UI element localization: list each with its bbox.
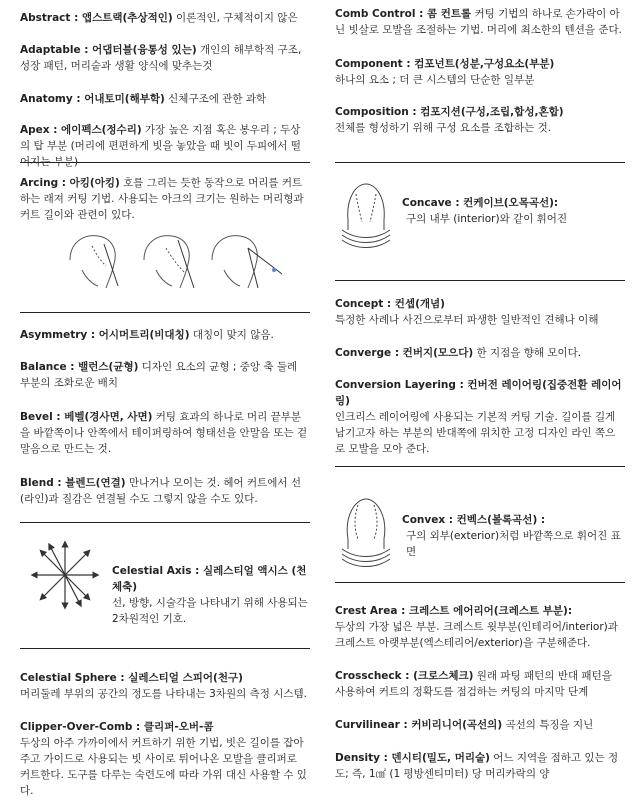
term-comb-control: Comb Control : 콤 컨트롤 bbox=[335, 8, 472, 20]
entry-clipper-over-comb bbox=[20, 719, 310, 799]
entry-crosscheck bbox=[335, 668, 625, 700]
term-blend: Blend : 블렌드(연결) bbox=[20, 477, 126, 489]
term-crest-area: Crest Area : 크레스트 에어리어(크레스트 부분): bbox=[335, 605, 573, 617]
divider bbox=[20, 648, 310, 649]
entry-conversion-layering bbox=[335, 377, 625, 457]
term-concave: Concave : 컨케이브(오목곡선): bbox=[402, 197, 559, 209]
term-density: Density : 덴시티(밀도, 머리숱) bbox=[335, 752, 490, 764]
def-convex: 구의 외부(exterior)처럼 바깥쪽으로 휘어진 표면 bbox=[406, 530, 621, 558]
celestial-axis-icon bbox=[30, 540, 100, 610]
head-sketch bbox=[212, 236, 282, 288]
entry-abstract bbox=[20, 10, 310, 26]
entry-arcing bbox=[20, 175, 310, 223]
def-curvilinear: 곡선의 특징을 지닌 bbox=[502, 719, 594, 731]
term-celestial-axis: Celestial Axis : 실레스티얼 액시스 (천체축) bbox=[112, 565, 307, 593]
term-adaptable: Adaptable : 어댑터블(융통성 있는) bbox=[20, 44, 197, 56]
def-balance: 디자인 요소의 균형 ; 중앙 축 둘레 부분의 조화로운 배치 bbox=[20, 361, 298, 389]
entry-adaptable bbox=[20, 42, 310, 74]
def-bevel: 커팅 효과의 하나로 머리 끝부분을 바깥쪽이나 안쪽에서 테이퍼링하여 형태선을 안말음 또는 겉말음으로 만드는 것. bbox=[20, 411, 308, 455]
entry-density bbox=[335, 750, 625, 782]
term-crosscheck: Crosscheck : (크로스체크) bbox=[335, 670, 474, 682]
entry-crest-area bbox=[335, 603, 625, 651]
term-component: Component : 컴포넌트(성분,구성요소(부분) bbox=[335, 58, 555, 70]
entry-bevel bbox=[20, 409, 310, 457]
entry-blend bbox=[20, 475, 310, 507]
entry-convex bbox=[402, 512, 627, 560]
def-density: 어느 지역을 점하고 있는 정도; 즉, 1㎠ (1 평방센티미터) 당 머리카락의 양 bbox=[335, 752, 619, 780]
def-crest-area: 두상의 가장 넓은 부분. 크레스트 윗부분(인테리어/interior)과 크레스트 아랫부분(엑스테리어/exterior)을 구분해준다. bbox=[335, 621, 618, 649]
def-apex: 가장 높은 지점 혹은 봉우리 ; 두상의 탑 부분 (머리에 편편하게 빗을 놓았을 때 빗이 두피에서 떨어지는 부분) bbox=[20, 124, 301, 168]
divider bbox=[335, 162, 625, 163]
entry-curvilinear bbox=[335, 717, 625, 733]
term-converge: Converge : 컨버지(모으다) bbox=[335, 347, 474, 359]
entry-anatomy bbox=[20, 91, 310, 107]
def-comb-control: 커팅 기법의 하나로 손가락이 아닌 빗살로 모발을 조절하는 기법. 머리에 최소한의 텐션을 준다. bbox=[335, 8, 622, 36]
divider bbox=[335, 280, 625, 281]
head-sketch bbox=[70, 236, 118, 288]
def-converge: 한 지점을 향해 모이다. bbox=[473, 347, 582, 359]
entry-component bbox=[335, 56, 625, 88]
concave-head-illustration bbox=[336, 180, 396, 250]
def-conversion-layering: 인크리스 레이어링에 사용되는 기본적 커팅 기술. 길이를 길게 남기고자 하는 부분의 반대쪽에 위치한 고정 디자인 라인 쪽으로 모발을 모아 준다. bbox=[335, 411, 616, 455]
term-balance: Balance : 밸런스(균형) bbox=[20, 361, 139, 373]
def-celestial-sphere: 머리둘레 부위의 공간의 정도를 나타내는 3차원의 측정 시스템. bbox=[20, 688, 307, 700]
divider bbox=[335, 582, 625, 583]
def-composition: 전체를 형성하기 위해 구성 요소를 조합하는 것. bbox=[335, 122, 552, 134]
divider bbox=[20, 312, 310, 313]
def-concept: 특정한 사례나 사건으로부터 파생한 일반적인 견해나 이해 bbox=[335, 314, 599, 326]
def-anatomy: 신체구조에 관한 과학 bbox=[164, 93, 267, 105]
term-conversion-layering: Conversion Layering : 컨버전 레이어링(집중전환 레이어링) bbox=[335, 379, 622, 407]
def-clipper-over-comb: 두상의 아주 가까이에서 커트하기 위한 기법, 빗은 길이를 잡아주고 가이드로 사용되는 빗 사이로 튀어나온 모발을 클리퍼로 커트한다. 도구를 다루는 숙련도에 따라 가위 대신 사용할 수 있다. bbox=[20, 737, 307, 797]
def-abstract: 이론적인, 구체적이지 않은 bbox=[172, 12, 298, 24]
entry-concave bbox=[402, 195, 627, 227]
entry-celestial-axis bbox=[112, 563, 312, 627]
term-clipper-over-comb: Clipper-Over-Comb : 클리퍼-오버-콤 bbox=[20, 721, 214, 733]
divider bbox=[20, 162, 310, 163]
entry-balance bbox=[20, 359, 310, 391]
def-crosscheck: 원래 파팅 패턴의 반대 패턴을 사용하여 커트의 정확도를 점검하는 커팅의 마지막 단계 bbox=[335, 670, 612, 698]
def-adaptable: 개인의 해부학적 구조, 성장 패턴, 머리숱과 생활 양식에 맞추는것 bbox=[20, 44, 302, 72]
divider bbox=[20, 522, 310, 523]
term-apex: Apex : 에이펙스(정수리) bbox=[20, 124, 142, 136]
term-arcing: Arcing : 아킹(아킹) bbox=[20, 177, 120, 189]
arcing-illustration bbox=[62, 230, 292, 292]
def-concave: 구의 내부 (interior)와 같이 휘어진 bbox=[406, 213, 568, 225]
convex-head-illustration bbox=[336, 495, 396, 570]
head-sketch bbox=[144, 236, 194, 288]
term-celestial-sphere: Celestial Sphere : 실레스티얼 스피어(천구) bbox=[20, 672, 243, 684]
entry-comb-control bbox=[335, 6, 625, 38]
term-abstract: Abstract : 앱스트랙(추상적인) bbox=[20, 12, 173, 24]
term-bevel: Bevel : 베벨(경사면, 사면) bbox=[20, 411, 153, 423]
entry-celestial-sphere bbox=[20, 670, 310, 702]
term-concept: Concept : 컨셉(개념) bbox=[335, 298, 445, 310]
def-component: 하나의 요소 ; 더 큰 시스템의 단순한 일부분 bbox=[335, 74, 535, 86]
def-asymmetry: 대칭이 맞지 않음. bbox=[189, 329, 274, 341]
entry-concept bbox=[335, 296, 625, 328]
def-arcing: 호를 그리는 듯한 동작으로 머리를 커트하는 래져 커팅 기법. 사용되는 아크의 크기는 원하는 머리형과 커트 길이와 관련이 있다. bbox=[20, 177, 304, 221]
term-curvilinear: Curvilinear : 커비리니어(곡선의) bbox=[335, 719, 503, 731]
divider bbox=[335, 466, 625, 467]
term-composition: Composition : 컴포지션(구성,조립,합성,혼합) bbox=[335, 106, 564, 118]
term-convex: Convex : 컨벡스(볼록곡선) : bbox=[402, 514, 546, 526]
def-blend: 만나거나 모이는 것. 헤어 커트에서 선(라인)과 질감은 연결될 수도 그렇지 않을 수도 있다. bbox=[20, 477, 302, 505]
def-celestial-axis: 선, 방향, 시술각을 나타내기 위해 사용되는 2차원적인 기호. bbox=[112, 597, 308, 625]
entry-converge bbox=[335, 345, 625, 361]
entry-asymmetry bbox=[20, 327, 310, 343]
entry-composition bbox=[335, 104, 625, 136]
term-anatomy: Anatomy : 어내토미(해부학) bbox=[20, 93, 165, 105]
term-asymmetry: Asymmetry : 어시머트리(비대칭) bbox=[20, 329, 190, 341]
